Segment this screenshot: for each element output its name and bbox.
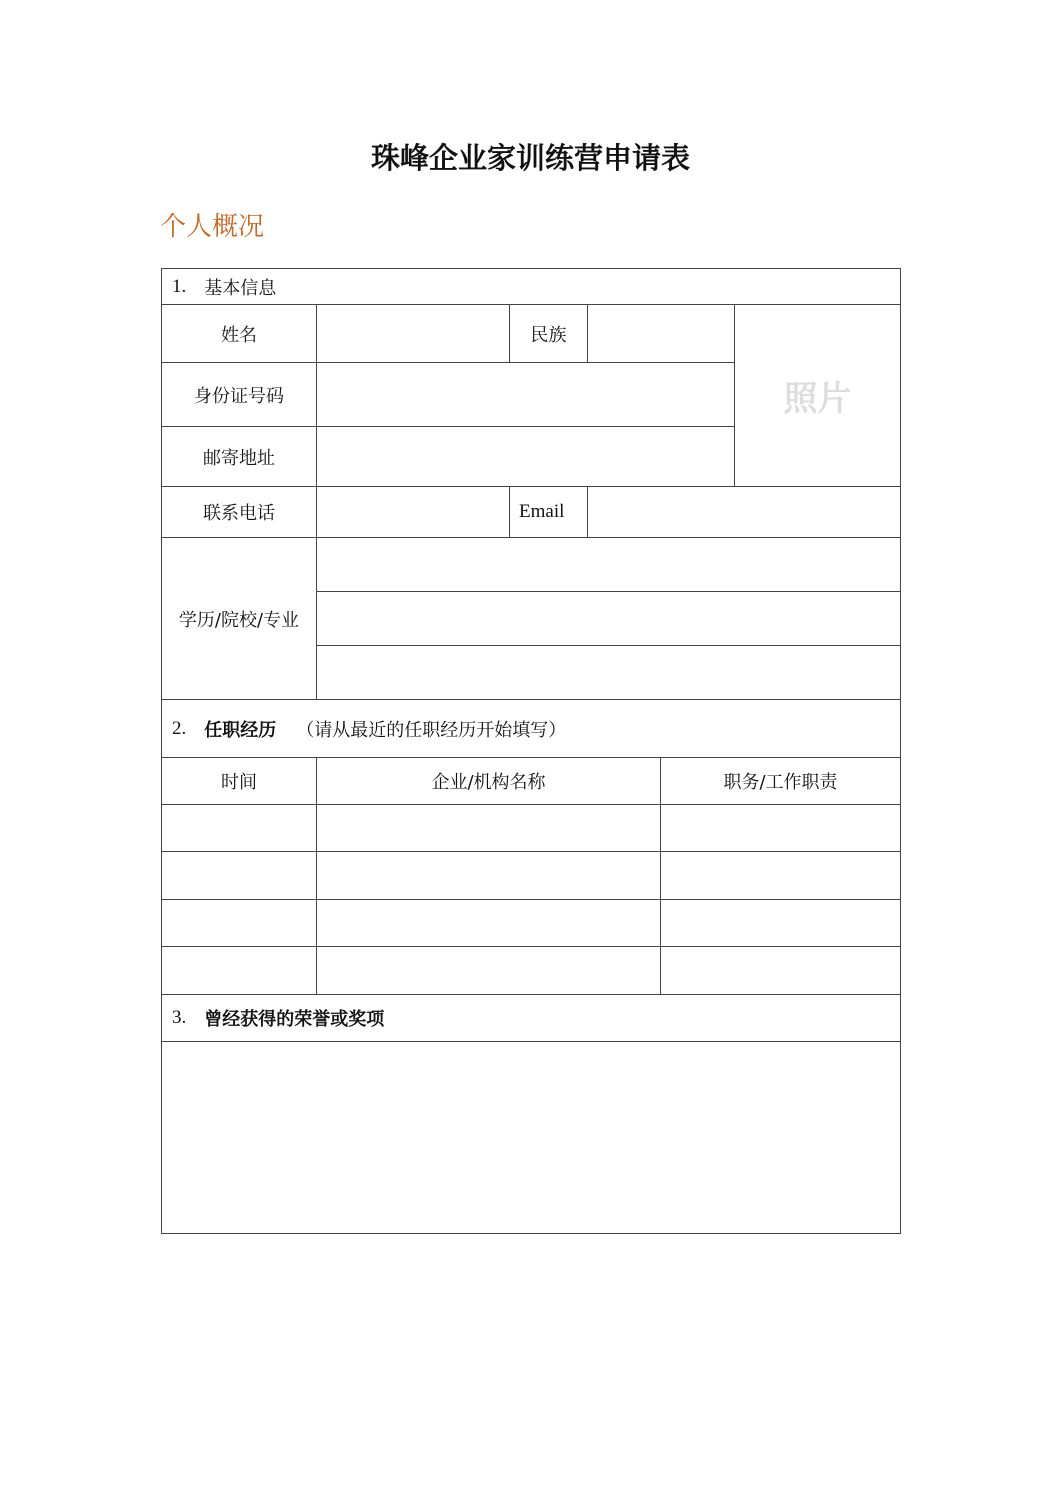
work-position-field[interactable]	[660, 946, 901, 995]
column-header-organization: 企业/机构名称	[316, 757, 661, 805]
address-label: 邮寄地址	[161, 426, 317, 487]
section-title: 曾经获得的荣誉或奖项	[204, 1009, 385, 1030]
honors-field[interactable]	[161, 1041, 901, 1234]
section-title: 任职经历	[204, 719, 277, 741]
email-field[interactable]	[587, 486, 901, 538]
work-history-header	[161, 699, 901, 758]
work-organization-field[interactable]	[316, 899, 661, 947]
work-position-field[interactable]	[660, 804, 901, 852]
section-number: 2.	[172, 717, 187, 739]
work-organization-field[interactable]	[316, 851, 661, 900]
education-label: 学历/院校/专业	[161, 537, 317, 700]
phone-label: 联系电话	[161, 486, 317, 538]
basic-info-header	[161, 268, 901, 305]
phone-field[interactable]	[316, 486, 510, 538]
education-field[interactable]	[316, 645, 901, 700]
work-time-field[interactable]	[161, 804, 317, 852]
photo-box[interactable]: 照片	[734, 304, 901, 487]
email-label: Email	[509, 486, 588, 538]
name-field[interactable]	[316, 304, 510, 363]
work-time-field[interactable]	[161, 899, 317, 947]
work-position-field[interactable]	[660, 851, 901, 900]
work-organization-field[interactable]	[316, 946, 661, 995]
honors-header	[161, 994, 901, 1042]
id-number-field[interactable]	[316, 362, 735, 427]
education-field[interactable]	[316, 591, 901, 646]
section-number: 3.	[172, 1007, 187, 1028]
column-header-position: 职务/工作职责	[660, 757, 901, 805]
work-time-field[interactable]	[161, 851, 317, 900]
column-header-time: 时间	[161, 757, 317, 805]
address-field[interactable]	[316, 426, 735, 487]
work-position-field[interactable]	[660, 899, 901, 947]
page-title: 珠峰企业家训练营申请表	[370, 141, 690, 175]
section-heading: 个人概况	[160, 212, 265, 242]
work-time-field[interactable]	[161, 946, 317, 995]
section-number: 1.	[172, 275, 187, 297]
name-label: 姓名	[161, 304, 317, 363]
education-field[interactable]	[316, 537, 901, 592]
section-note: （请从最近的任职经历开始填写）	[296, 719, 567, 741]
ethnicity-label: 民族	[509, 304, 588, 363]
ethnicity-field[interactable]	[587, 304, 735, 363]
id-number-label: 身份证号码	[161, 362, 317, 427]
work-organization-field[interactable]	[316, 804, 661, 852]
section-title: 基本信息	[204, 277, 277, 299]
